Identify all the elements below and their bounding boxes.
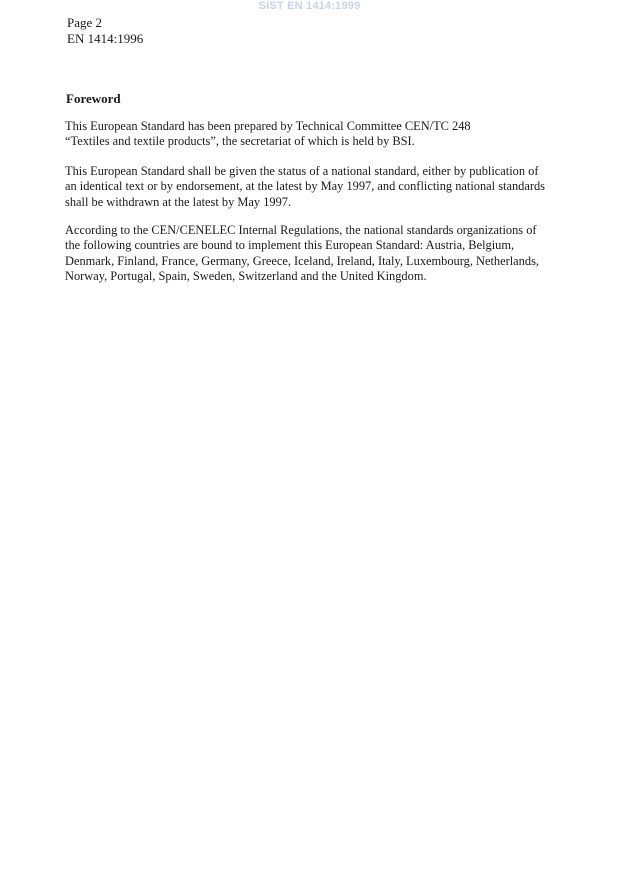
page-number: Page 2 — [67, 15, 103, 30]
paragraph-line: the following countries are bound to implement this European Standard: Austria, Belgium, — [65, 238, 515, 253]
paragraph-line: According to the CEN/CENELEC Internal Regulations, the national standards organizations of — [65, 223, 537, 237]
paragraph-line: “Textiles and textile products”, the secretariat of which is held by BSI. — [65, 134, 415, 149]
paragraph-line: Norway, Portugal, Spain, Sweden, Switzerland and the United Kingdom. — [65, 268, 427, 283]
foreword-heading: Foreword — [66, 91, 121, 106]
standard-id: EN 1414:1996 — [67, 31, 144, 46]
paragraph-line: This European Standard shall be given the status of a national standard, either by publication of — [65, 164, 539, 178]
document-watermark: SIST EN 1414:1999 — [258, 0, 361, 12]
foreword-paragraph-2 — [65, 164, 545, 210]
paragraph-line: Denmark, Finland, France, Germany, Greece, Iceland, Ireland, Italy, Luxembourg, Netherlands, — [65, 253, 539, 268]
paragraph-line: shall be withdrawn at the latest by May 1997. — [65, 194, 292, 209]
paragraph-line: an identical text or by endorsement, at the latest by May 1997, and conflicting national standards — [65, 179, 546, 194]
page-header — [67, 15, 143, 47]
foreword-paragraph-3 — [65, 223, 539, 284]
foreword-paragraph-1 — [65, 119, 471, 150]
paragraph-line: This European Standard has been prepared by Technical Committee CEN/TC 248 — [65, 119, 471, 133]
